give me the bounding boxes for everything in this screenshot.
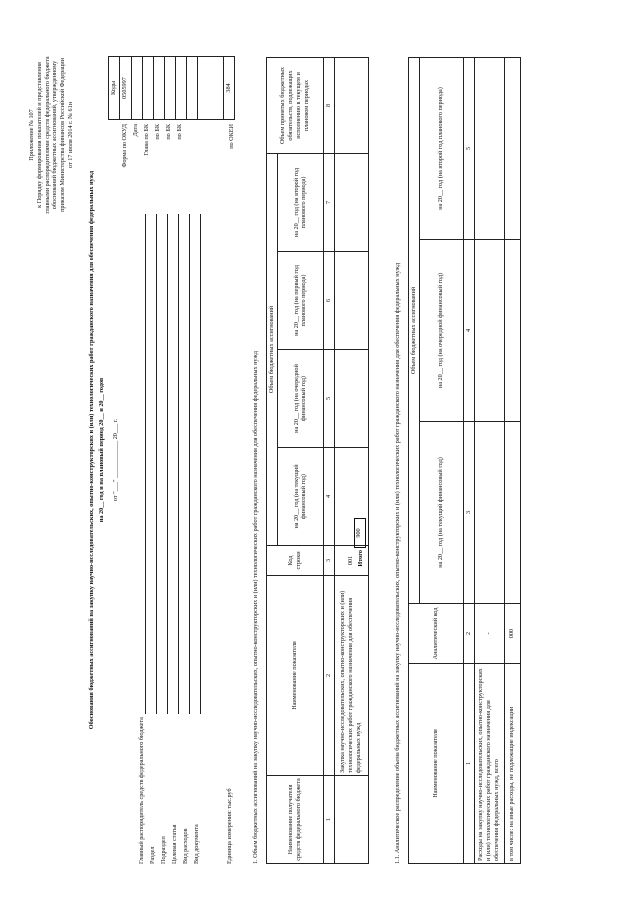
column-number: 1: [463, 664, 474, 864]
column-header: на 20__ год (на второй год планового периода): [419, 58, 463, 240]
column-number: 1: [323, 776, 334, 864]
column-number: 8: [323, 58, 334, 154]
appendix-line: обоснований бюджетных ассигнований, утвержденному: [51, 60, 59, 210]
column-number: 4: [323, 448, 334, 546]
column-header: на 20__ год (на текущий финансовый год): [419, 422, 463, 604]
column-header: Код строки: [267, 546, 324, 576]
appendix-line: приказом Министерства финансов Российской Федерации: [59, 58, 66, 212]
column-header: Наименование показателя: [267, 576, 324, 776]
code-cell: [197, 57, 223, 120]
column-header: на 20__ год (на текущий финансовый год): [277, 448, 323, 546]
row-code: 000: [504, 604, 520, 664]
code-cell: [142, 57, 153, 120]
column-header: Наименование показателя: [409, 664, 464, 864]
appendix-line: к Порядку формирования показателей и представления: [35, 62, 43, 208]
column-number: 5: [463, 58, 474, 240]
row-name: в том числе: на иные расходы, не подлежащие индексации: [504, 664, 520, 864]
code-cell: [186, 57, 197, 120]
section11-title: 1.1. Аналитическое распределение объема бюджетных ассигнований на закупку научно-исследовательских, опытно-конструкторских и (или) технологических работ гражданского назначения для обеспечения федеральных нужд: [394, 262, 401, 864]
column-number: 2: [463, 604, 474, 664]
document-date: от "___" ____________ 20___ г.: [112, 418, 119, 502]
unit-label: Единица измерения: тыс.руб: [226, 788, 233, 864]
column-number: 3: [463, 422, 474, 604]
info-label: Вид расходов: [182, 828, 189, 864]
info-label: Вид документа: [193, 824, 200, 864]
codes-table: [108, 56, 235, 120]
column-number: 7: [323, 154, 334, 252]
info-label: Подраздел: [160, 836, 167, 864]
appendix-line: от 17 июля 2014 г. № 61н: [66, 101, 74, 169]
column-header: на 20__ год (на первый год планового периода): [277, 252, 323, 350]
row-name: Расходы на закупку научно-исследовательских, опытно-конструкторских и (или) технологических работ гражданского назначения для обеспечения федеральных нужд, всего: [474, 664, 504, 864]
total-label: Итого: [357, 550, 364, 567]
code-label: Дата: [132, 124, 139, 137]
code-label: Глава по БК: [143, 124, 150, 156]
okei-code: 384: [223, 57, 234, 120]
info-fill-line: [156, 214, 157, 714]
column-number: 2: [323, 576, 334, 776]
code-label: по БК: [165, 124, 172, 140]
info-fill-line: [167, 214, 168, 714]
section1-table: [266, 57, 369, 864]
column-header: Объем принятых бюджетных обязательств, подлежащих исполнению в текущем и плановом периодах: [267, 58, 324, 154]
info-label: Главный распорядитель средств федерального бюджета: [138, 717, 145, 864]
code-cell: [153, 57, 164, 120]
info-fill-line: [145, 214, 146, 714]
column-header: Аналитический код: [409, 604, 464, 664]
table-row: [504, 58, 520, 864]
column-header: на 20__ год (на очередной финансовый год): [419, 240, 463, 422]
section1-title: 1. Объем бюджетных ассигнований на закупку научно-исследовательских, опытно-конструкторских и (или) технологических работ гражданского назначения для обеспечения федеральных нужд: [252, 351, 259, 864]
info-fill-line: [189, 214, 190, 714]
column-number: 3: [323, 546, 334, 576]
info-label: Целевая статья: [171, 824, 178, 864]
date-code: [131, 57, 142, 120]
appendix-header: [28, 20, 75, 250]
code-label: Форма по ОКУД: [121, 124, 128, 168]
column-number: 5: [323, 350, 334, 448]
appendix-line: главными распорядителями средств федерального бюджета: [43, 56, 51, 214]
column-header: на 20__ год (на второй год планового периода): [277, 154, 323, 252]
table-row: [474, 58, 504, 864]
column-group-header: Объем бюджетных ассигнований: [409, 58, 420, 604]
document-title: Обоснования бюджетных ассигнований на закупку научно-исследовательских, опытно-конструкторских и (или) технологических работ гражданского назначения для обеспечения федеральных нужд: [88, 170, 95, 730]
okud-code: 0505997: [119, 57, 131, 120]
code-label: по БК: [154, 124, 161, 140]
column-header: на 20__ год (на очередной финансовый год): [277, 350, 323, 448]
codes-header: Коды: [109, 57, 120, 120]
info-fill-line: [178, 214, 179, 714]
column-number: 6: [323, 252, 334, 350]
info-label: Раздел: [149, 846, 156, 864]
column-group-header: Объем бюджетных ассигнований: [267, 154, 278, 546]
section11-table: [408, 57, 521, 864]
rotated-document-sheet: [16, 14, 628, 890]
column-number: 4: [463, 240, 474, 422]
code-cell: [175, 57, 186, 120]
code-cell: [164, 57, 175, 120]
code-label: по БК: [176, 124, 183, 140]
document-subtitle: на 20__ год и на плановый период 20__ и 20__ годов: [98, 377, 105, 523]
appendix-number: Приложение № 107: [28, 109, 35, 161]
table-row: [334, 58, 368, 864]
row-code: -: [474, 604, 504, 664]
info-fill-line: [200, 214, 201, 714]
total-code: 900: [354, 518, 366, 548]
column-header: Наименование получателя средств федерального бюджета: [267, 776, 324, 864]
row-name: Закупка научно-исследовательских, опытно-конструкторских и (или) технологических работ гражданского назначения для обеспечения федеральных нужд: [334, 576, 368, 776]
code-label: по ОКЕИ: [228, 124, 235, 149]
row-code: 001: [334, 546, 368, 576]
